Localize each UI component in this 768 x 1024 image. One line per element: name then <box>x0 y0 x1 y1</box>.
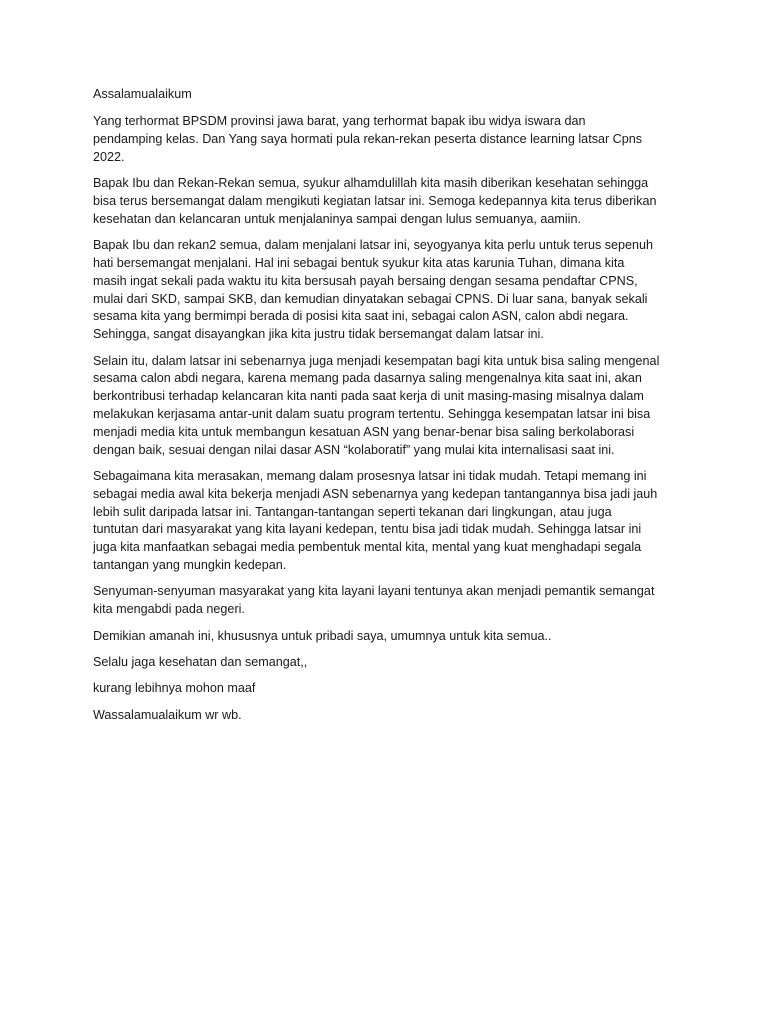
document-body <box>93 86 693 733</box>
greeting: Assalamualaikum <box>93 87 192 101</box>
paragraph-challenges: Sebagaimana kita merasakan, memang dalam prosesnya latsar ini tidak mudah. Tetapi memang ini sebagai media awal kita bekerja menjadi ASN sebenarnya yang kedepan tantangannya bisa jadi jauh lebih sulit daripada latsar ini. Tantangan-tantangan seperti tekanan dari lingkungan, atau juga tuntutan dari masyarakat yang kita layani kedepan, tentu bisa jadi tidak mudah. Sehingga latsar ini juga kita manfaatkan sebagai media pembentuk mental kita, mental yang kuat menghadapi segala tantangan yang mungkin kedepan. <box>93 469 658 572</box>
paragraph-stay-healthy: Selalu jaga kesehatan dan semangat,, <box>93 654 308 669</box>
paragraph-motivation: Bapak Ibu dan rekan2 semua, dalam menjalani latsar ini, seyogyanya kita perlu untuk terus sepenuh hati bersemangat menjalani. Hal ini sebagai bentuk syukur kita atas karunia Tuhan, dimana kita masih ingat sekali pada waktu itu kita bersusah payah bersaing dengan sesama pendaftar CPNS, mulai dari SKD, sampai SKB, dan kemudian dinyatakan sebagai CPNS. Di luar sana, banyak sekali sesama kita yang bermimpi berada di posisi kita saat ini, sebagai calon ASN, calon abdi negara. Sehingga, sangat disayangkan jika kita justru tidak bersemangat dalam latsar ini. <box>93 238 654 342</box>
paragraph-collaboration: Selain itu, dalam latsar ini sebenarnya juga menjadi kesempatan bagi kita untuk bisa saling mengenal sesama calon abdi negara, karena memang pada dasarnya saling mengenalnya kita saat ini, akan berkontribusi terhadap kelancaran kita nanti pada saat kerja di unit masing-masing misalnya dalam melakukan kerjasama antar-unit dalam suatu program tertentu. Sehingga kesempatan latsar ini bisa menjadi media kita untuk membangun kesatuan ASN yang benar-benar bisa saling berkolaborasi dengan baik, sesuai dengan nilai dasar ASN “kolaboratif” yang mulai kita internalisasi saat ini. <box>93 353 660 457</box>
paragraph-closing: Demikian amanah ini, khususnya untuk pribadi saya, umumnya untuk kita semua.. <box>93 628 552 643</box>
paragraph-smiles: Senyuman-senyuman masyarakat yang kita layani layani tentunya akan menjadi pemantik semangat kita mengabdi pada negeri. <box>93 584 655 617</box>
closing-greeting: Wassalamualaikum wr wb. <box>93 707 242 722</box>
paragraph-gratitude: Bapak Ibu dan Rekan-Rekan semua, syukur alhamdulillah kita masih diberikan kesehatan sehingga bisa terus bersemangat dalam mengikuti kegiatan latsar ini. Semoga kedepannya kita terus diberikan kesehatan dan kelancaran untuk menjalaninya sampai dengan lulus semuanya, aamiin. <box>93 176 657 226</box>
paragraph-salutation: Yang terhormat BPSDM provinsi jawa barat, yang terhormat bapak ibu widya iswara dan pendamping kelas. Dan Yang saya hormati pula rekan-rekan peserta distance learning latsar Cpns 2022. <box>93 114 643 164</box>
paragraph-apology: kurang lebihnya mohon maaf <box>93 681 256 696</box>
